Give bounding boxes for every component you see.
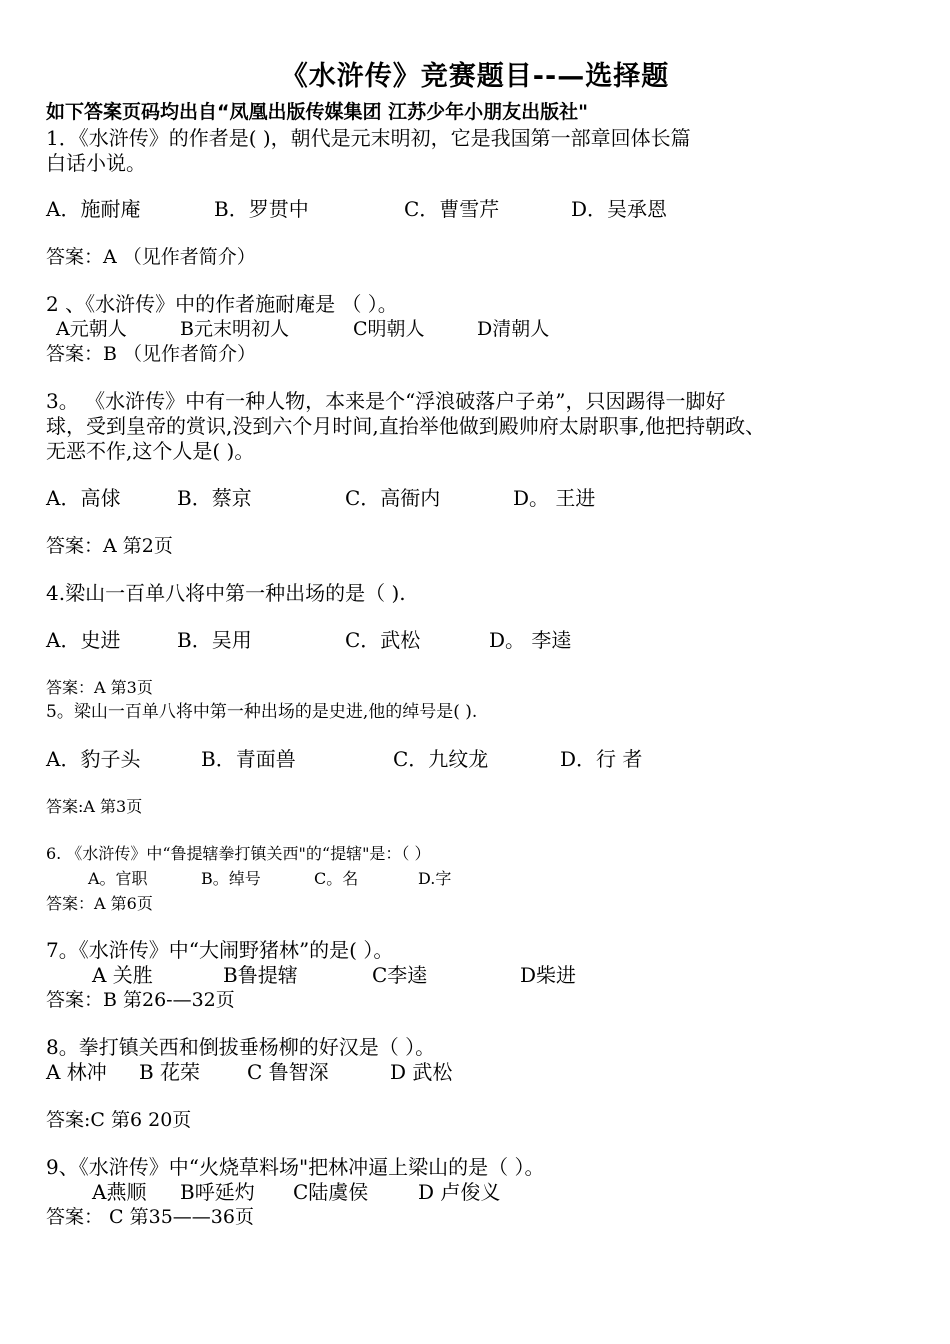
option-a: A．施耐庵 [46,197,141,221]
question-3-stem-line-2: 球，受到皇帝的赏识,没到六个月时间,直抬举他做到殿帅府太尉职事,他把持朝政、 [46,414,766,438]
question-1-stem-line-1: 1．《水浒传》的作者是( )，朝代是元末明初，它是我国第一部章回体长篇 [46,126,691,150]
option-a: A 关胜 [92,963,153,987]
option-d: D．吴承恩 [571,197,668,221]
option-d: D 武松 [390,1060,453,1084]
question-3-options [46,486,595,510]
option-c: C明朝人 [353,318,425,340]
question-9-answer: 答案： C 第35——36页 [46,1206,254,1228]
question-4-answer: 答案：A 第3页 [46,678,153,697]
option-a: A．高俅 [46,486,121,510]
question-2-stem: 2 、《水浒传》中的作者施耐庵是 （ ）。 [46,292,398,316]
option-a: A。官职 [88,869,148,888]
question-6-answer: 答案：A 第6页 [46,894,153,913]
question-5-options [46,747,642,771]
question-9-stem: 9、《水浒传》中“火烧草料场"把林冲逼上梁山的是（ ）。 [46,1155,545,1179]
option-d: D清朝人 [477,318,550,340]
option-d: D柴进 [520,963,577,987]
page-title: 《水浒传》竞赛题目--—选择题 [280,61,670,92]
question-2-answer: 答案：B （见作者简介） [46,343,257,365]
question-4-stem: 4.梁山一百单八将中第一种出场的是（ ). [46,581,406,605]
question-4-options [46,628,571,652]
question-3-stem-line-3: 无恶不作,这个人是( )。 [46,439,255,463]
option-b: B鲁提辖 [223,963,298,987]
option-b: B．吴用 [177,628,252,652]
option-b: B。绰号 [201,869,261,888]
option-a: A燕顺 [92,1180,147,1204]
option-c: C 鲁智深 [247,1060,329,1084]
question-8-answer: 答案:C 第6 20页 [46,1109,192,1131]
option-d: D．行 者 [560,747,643,771]
question-1-stem-line-2: 白话小说。 [46,151,146,175]
question-3-stem-line-1: 3。 《水浒传》中有一种人物，本来是个“浮浪破落户子弟”，只因踢得一脚好 [46,389,726,413]
question-6-stem: 6. 《水浒传》中“鲁提辖拳打镇关西"的“提辖"是：（ ） [46,844,431,863]
option-c: C．武松 [345,628,421,652]
question-7-answer: 答案：B 第26-—32页 [46,989,235,1011]
question-7-stem: 7。《水浒传》中“大闹野猪林”的是( ）。 [46,938,394,962]
option-b: B元末明初人 [180,318,289,340]
option-c: C．九纹龙 [393,747,489,771]
option-b: B 花荣 [139,1060,201,1084]
option-c: C．高衙内 [345,486,441,510]
question-5-stem: 5。梁山一百单八将中第一种出场的是史进,他的绰号是( ). [46,702,478,722]
option-d: D.字 [418,869,452,888]
option-b: B．蔡京 [177,486,252,510]
question-8-options [46,1060,452,1084]
source-note: 如下答案页码均出自“凤凰出版传媒集团 江苏少年小朋友出版社" [46,101,589,123]
option-a: A．豹子头 [46,747,141,771]
question-6-options [88,867,451,891]
question-9-options [92,1180,500,1204]
question-3-answer: 答案：A 第2页 [46,535,173,557]
question-7-options [92,963,576,987]
option-c: C．曹雪芹 [404,197,500,221]
option-d: D。 王进 [513,486,596,510]
option-c: C陆虞侯 [293,1180,369,1204]
option-d: D。 李逵 [489,628,572,652]
question-2-options [56,317,549,341]
question-5-answer: 答案:A 第3页 [46,797,143,816]
option-c: C李逵 [372,963,428,987]
option-c: C。名 [314,869,359,888]
question-1-answer: 答案：A （见作者简介） [46,246,256,268]
option-d: D 卢俊义 [418,1180,501,1204]
option-b: B．青面兽 [201,747,296,771]
option-b: B呼延灼 [180,1180,255,1204]
option-a: A元朝人 [56,318,127,340]
question-8-stem: 8。拳打镇关西和倒拔垂杨柳的好汉是（ ）。 [46,1035,436,1059]
option-a: A 林冲 [46,1060,107,1084]
option-b: B．罗贯中 [214,197,309,221]
option-a: A．史进 [46,628,121,652]
question-1-options [46,197,667,221]
